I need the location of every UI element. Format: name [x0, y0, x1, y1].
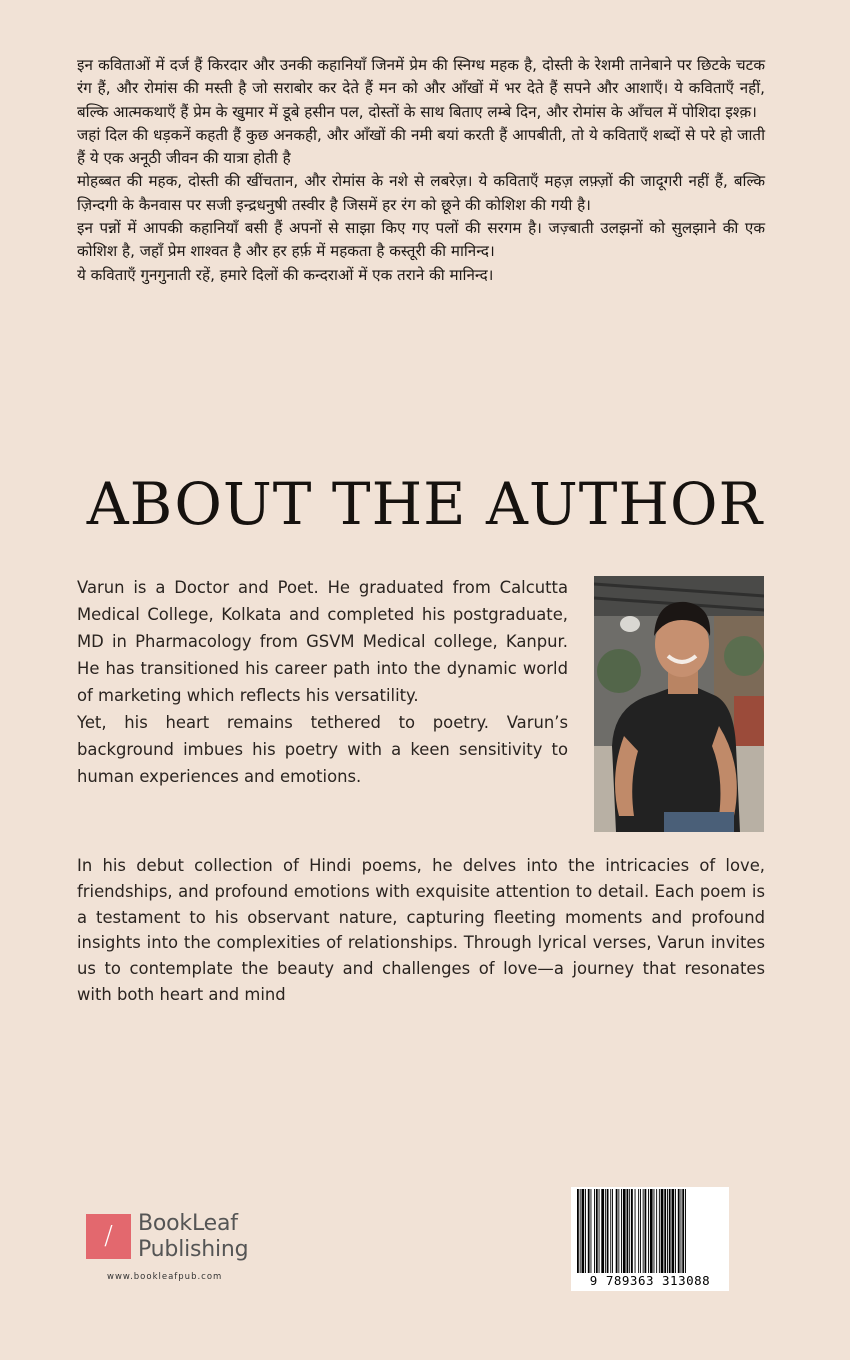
barcode-bar — [582, 1189, 585, 1273]
about-the-author-heading: ABOUT THE AUTHOR — [86, 470, 764, 538]
barcode-bar — [621, 1189, 622, 1273]
barcode-bar — [672, 1189, 675, 1273]
isbn-barcode — [571, 1187, 729, 1291]
barcode-bar — [669, 1189, 671, 1273]
barcode-bar — [580, 1189, 581, 1273]
barcode-bar — [599, 1189, 600, 1273]
barcode-bar — [643, 1189, 644, 1273]
barcode-bar — [648, 1189, 649, 1273]
barcode-bar — [588, 1189, 590, 1273]
hindi-paragraph-2: जहां दिल की धड़कनें कहती हैं कुछ अनकही, और आँखों की नमी बयां करती हैं आपबीती, तो ये कविताएँ शब्दों से परे हो जाती हैं ये एक अनूठी जीवन की यात्रा होती है — [77, 125, 765, 168]
barcode-bar — [601, 1189, 604, 1273]
barcode-bar — [645, 1189, 647, 1273]
publisher-name-line1: BookLeaf — [138, 1211, 238, 1236]
debut-paragraph: In his debut collection of Hindi poems, he delves into the intricacies of love, friendships, and profound emotions with exquisite attention to detail. Each poem is a testament to his observant nature, capturing fleeting moments and profound insights into the complexities of relationships. Through lyrical verses, Varun invites us to contemplate the beauty and challenges of love—a journey that resonates with both heart and mind — [77, 856, 765, 1004]
barcode-bar — [659, 1189, 660, 1273]
author-photo — [594, 576, 764, 832]
hindi-paragraph-5: ये कविताएँ गुनगुनाती रहें, हमारे दिलों की कन्दराओं में एक तराने की मानिन्द। — [77, 265, 494, 284]
hindi-blurb — [77, 54, 765, 287]
barcode-bar — [610, 1189, 611, 1273]
barcode-bar — [681, 1189, 682, 1273]
barcode-bar — [650, 1189, 653, 1273]
barcode-bar — [612, 1189, 613, 1273]
barcode-bar — [627, 1189, 629, 1273]
barcode-bar — [616, 1189, 618, 1273]
bio-paragraph-2: Yet, his heart remains tethered to poetry. Varun’s background imbues his poetry with a keen sensitivity to human experiences and emotions. — [77, 713, 568, 786]
barcode-bar — [591, 1189, 592, 1273]
barcode-bar — [596, 1189, 598, 1273]
barcode-bar — [638, 1189, 639, 1273]
barcode-bar — [635, 1189, 636, 1273]
publisher-logo — [86, 1212, 286, 1292]
barcode-bars — [577, 1189, 723, 1273]
publisher-url: www.bookleafpub.com — [107, 1272, 223, 1282]
barcode-bar — [685, 1189, 686, 1273]
barcode-bar — [594, 1189, 595, 1273]
barcode-bar — [682, 1189, 684, 1273]
publisher-name-line2: Publishing — [138, 1237, 249, 1262]
barcode-bar — [631, 1189, 633, 1273]
barcode-bar — [640, 1189, 641, 1273]
barcode-bar — [654, 1189, 655, 1273]
barcode-bar — [675, 1189, 676, 1273]
barcode-bar — [577, 1189, 579, 1273]
barcode-bar — [678, 1189, 680, 1273]
barcode-bar — [656, 1189, 657, 1273]
barcode-bar — [607, 1189, 609, 1273]
debut-collection-text — [77, 853, 765, 1008]
author-bio — [77, 574, 568, 790]
barcode-bar — [618, 1189, 619, 1273]
isbn-number: 9 789363 313088 — [589, 1273, 711, 1288]
bio-paragraph-1: Varun is a Doctor and Poet. He graduated from Calcutta Medical College, Kolkata and completed his postgraduate, MD in Pharmacology from GSVM Medical college, Kanpur. He has transitioned his career path into the dynamic world of marketing which reflects his versatility. — [77, 578, 568, 705]
barcode-bar — [629, 1189, 630, 1273]
barcode-bar — [623, 1189, 626, 1273]
logo-slash: / — [104, 1221, 113, 1251]
barcode-bar — [664, 1189, 666, 1273]
hindi-paragraph-1: इन कविताओं में दर्ज हैं किरदार और उनकी कहानियाँ जिनमें प्रेम की स्निग्ध महक है, दोस्ती के रेशमी तानेबाने पर छिटके चटक रंग हैं, और रोमांस की मस्ती है जो सराबोर कर देते हैं मन को और आँखों में भर देते हैं सपने और आशाएँ। ये कविताएँ नहीं, बल्कि आत्मकथाएँ हैं प्रेम के खुमार में डूबे हसीन पल, दोस्तों के साथ बिताए लम्बे दिन, और रोमांस के आँचल में पोशिदा इश्क़। — [77, 56, 765, 121]
hindi-paragraph-4: इन पन्नों में आपकी कहानियाँ बसी हैं अपनों से साझा किए गए पलों की सरगम है। जज़्बाती उलझनों को सुलझाने की एक कोशिश है, जहाँ प्रेम शाश्वत है और हर हर्फ़ में महकता है कस्तूरी की मानिन्द। — [77, 219, 765, 261]
barcode-bar — [661, 1189, 664, 1273]
barcode-bar — [605, 1189, 606, 1273]
barcode-bar — [667, 1189, 668, 1273]
author-photo-illustration — [594, 576, 764, 832]
barcode-bar — [585, 1189, 586, 1273]
bookleaf-logo-icon — [86, 1214, 131, 1259]
hindi-paragraph-3: मोहब्बत की महक, दोस्ती की खींचतान, और रोमांस के नशे से लबरेज़। ये कविताएँ महज़ लफ़्ज़ों की जादूगरी नहीं हैं, बल्कि ज़िन्दगी के कैनवास पर सजी इन्द्रधनुषी तस्वीर है जिसमें हर रंग को छूने की कोशिश की गयी है। — [77, 172, 765, 214]
